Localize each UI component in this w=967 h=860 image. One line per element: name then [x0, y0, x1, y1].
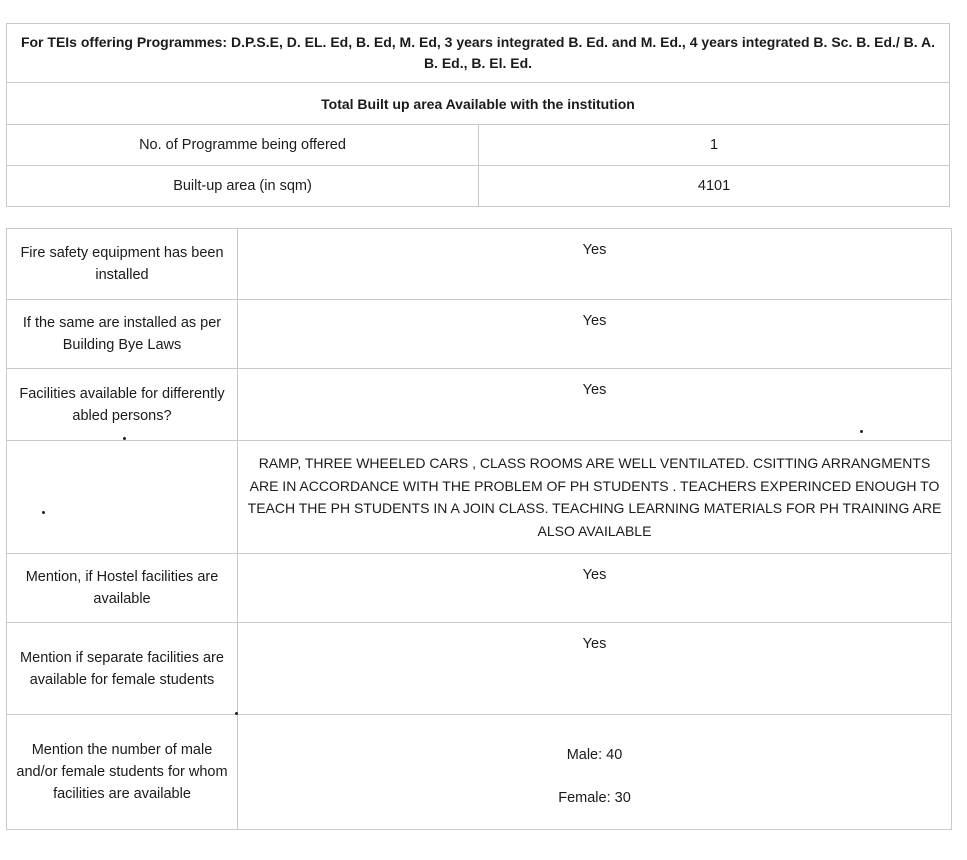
table-row [7, 554, 952, 623]
table-row [7, 369, 952, 441]
fire-safety-label: Fire safety equipment has been installed [7, 229, 238, 300]
hostel-label: Mention, if Hostel facilities are available [7, 554, 238, 623]
table-row [7, 300, 952, 369]
table-row [7, 441, 952, 554]
programme-count-value: 1 [479, 125, 950, 166]
speck-mark [235, 712, 238, 715]
differently-abled-value: Yes [238, 369, 952, 441]
female-count: Female: 30 [558, 789, 631, 806]
builtup-heading: Total Built up area Available with the institution [7, 83, 950, 125]
facilities-table [6, 228, 952, 830]
student-count-label: Mention the number of male and/or female students for whom facilities are available [7, 715, 238, 830]
differently-abled-label: Facilities available for differently abled persons? [7, 369, 238, 441]
table-row [7, 229, 952, 300]
male-count: Male: 40 [566, 746, 623, 763]
table-row [7, 623, 952, 715]
differently-abled-details: RAMP, THREE WHEELED CARS , CLASS ROOMS ARE WELL VENTILATED. CSITTING ARRANGMENTS ARE IN ACCORDANCE WITH THE PROBLEM OF PH STUDENTS . TEACHERS EXPERINCED ENOUGH TO TEACH THE PH STUDENTS IN A JOIN CLASS. TEACHING LEARNING MATERIALS FOR PH TRAINING ARE ALSO AVAILABLE [238, 441, 952, 554]
builtup-area-value: 4101 [479, 166, 950, 207]
programme-count-label: No. of Programme being offered [7, 125, 479, 166]
bye-laws-value: Yes [238, 300, 952, 369]
speck-mark [42, 511, 45, 514]
speck-mark [123, 437, 126, 440]
programmes-title: For TEIs offering Programmes: D.P.S.E, D. EL. Ed, B. Ed, M. Ed, 3 years integrated B. Ed. and M. Ed., 4 years integrated B. Sc. B. Ed./ B. A. B. Ed., B. El. Ed. [7, 24, 950, 83]
builtup-area-table [6, 23, 950, 207]
female-separate-label: Mention if separate facilities are available for female students [7, 623, 238, 715]
table-row [7, 166, 950, 207]
female-separate-value: Yes [238, 623, 952, 715]
bye-laws-label: If the same are installed as per Building Bye Laws [7, 300, 238, 369]
speck-mark [860, 430, 863, 433]
empty-label-cell [7, 441, 238, 554]
fire-safety-value: Yes [238, 229, 952, 300]
hostel-value: Yes [238, 554, 952, 623]
builtup-area-label: Built-up area (in sqm) [7, 166, 479, 207]
table-row [7, 125, 950, 166]
student-count-cell [238, 715, 952, 830]
table-row [7, 715, 952, 830]
